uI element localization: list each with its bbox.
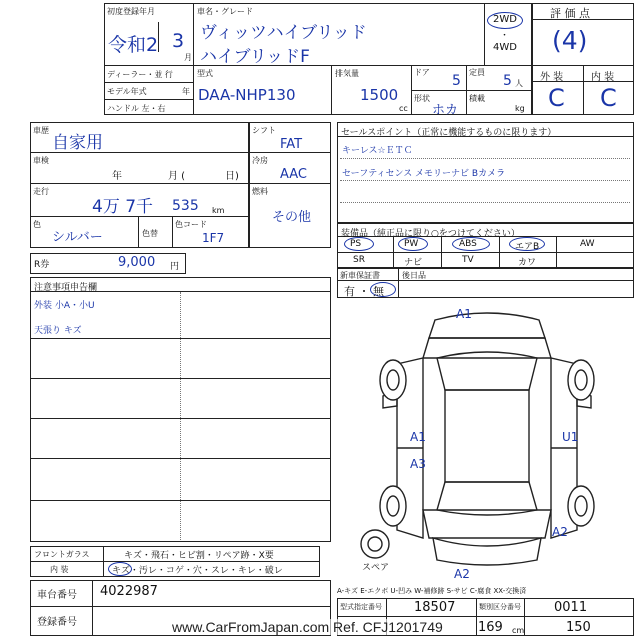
exterior-label: 外 装: [540, 72, 564, 83]
km-unit: km: [212, 206, 225, 215]
doors-label: ドア: [414, 68, 430, 77]
equip-airbag: エアB: [515, 242, 540, 252]
front-glass-items: キズ・飛石・ヒビ割・リペア跡・X要: [124, 551, 274, 561]
usage-value: 自家用: [52, 133, 103, 153]
inspection-month: 月 (: [168, 171, 186, 182]
damage-legend: [337, 586, 634, 596]
car-name: ヴィッツハイブリッド: [200, 23, 367, 43]
interior-check-label: 内 装: [50, 565, 69, 574]
mileage-sub: 535: [172, 198, 199, 214]
interior-grade: C: [600, 84, 617, 112]
usage-label: 車歴: [33, 126, 49, 135]
person-unit: 人: [515, 79, 523, 88]
reg-number-label: 登録番号: [37, 617, 77, 628]
note-2: 天張り キズ: [34, 326, 82, 336]
model-year-label: モデル年式: [107, 87, 147, 96]
drive-4wd: 4WD: [493, 42, 517, 53]
recycle-unit: 円: [170, 262, 180, 272]
reg-date-label: 初度登録年月: [107, 7, 155, 16]
recycle-label: R券: [34, 260, 50, 270]
load-label: 積載: [469, 94, 485, 103]
model-cert-label: 型式指定番号: [340, 603, 382, 611]
score-value: (4): [552, 26, 588, 55]
damage-legend-text: A-キズ E-エクボ U-凹み W-補修跡 S-サビ C-腐食 XX-交換済: [337, 587, 527, 595]
sales-point-2: セーフティセンス メモリーナビ Bカメラ: [342, 169, 506, 179]
shift-label: シフト: [252, 126, 276, 135]
equip-ps: PS: [350, 239, 362, 249]
drive-dot: ・: [500, 31, 510, 41]
mark-top-a1: A1: [456, 307, 472, 321]
month-unit: 月: [184, 53, 192, 62]
sales-point-1: キーレス☆ＥＴＣ: [342, 146, 413, 156]
watermark: www.CarFromJapan.com Ref. CFJ1201749: [172, 619, 443, 635]
drive-2wd: 2WD: [493, 14, 517, 25]
kg-unit: kg: [515, 104, 525, 113]
reg-era: 令和2: [108, 34, 159, 56]
mark-left-a1: A1: [410, 430, 426, 444]
equip-navi: ナビ: [404, 258, 423, 268]
recall-label: 後日品: [402, 271, 426, 280]
warranty-label: 新車保証書: [340, 271, 380, 280]
doors: 5: [452, 73, 461, 89]
class-number: 0011: [554, 600, 588, 615]
handle-label: ハンドル 左・右: [107, 104, 166, 113]
interior-label: 内 装: [591, 72, 615, 83]
notes-label: 注意事項申告欄: [34, 283, 98, 293]
equip-sr: SR: [353, 255, 365, 265]
cc-unit: cc: [399, 104, 408, 113]
color-change-label: 色替: [142, 229, 158, 238]
displacement-label: 排気量: [335, 69, 359, 78]
dealer-label: ディーラー・並 行: [107, 70, 173, 79]
recycle-section: [30, 253, 186, 274]
capacity: 5: [503, 73, 512, 89]
displacement: 1500: [360, 86, 399, 104]
recycle-value: 9,000: [118, 255, 156, 270]
equip-abs: ABS: [459, 239, 477, 249]
model-cert: 18507: [414, 600, 456, 615]
fuel-label: 燃料: [252, 187, 268, 196]
shift-value: FAT: [280, 137, 303, 152]
color-value: シルバー: [52, 230, 103, 245]
mark-left-a3: A3: [410, 457, 426, 471]
interior-check-items: キズ・汚レ・コゲ・穴・スレ・キレ・破レ: [112, 566, 283, 576]
warranty-value: 有 ・ 無: [344, 285, 384, 298]
year-unit: 年: [182, 87, 190, 96]
equip-pw: PW: [404, 239, 419, 249]
chassis-number: 4022987: [100, 584, 158, 599]
ac-value: AAC: [280, 167, 307, 182]
model-type: DAA-NHP130: [198, 86, 296, 104]
car-diagram: [337, 298, 637, 598]
dim-right: 150: [566, 620, 591, 635]
shape-label: 形状: [414, 94, 430, 103]
equip-aw: AW: [580, 239, 595, 249]
class-label: 類別区分番号: [479, 603, 521, 611]
capacity-label: 定員: [469, 68, 485, 77]
color-code: 1F7: [202, 231, 225, 245]
shape: ホカ: [432, 103, 459, 118]
color-label: 色: [33, 220, 41, 229]
sales-points-label: セールスポイント（正常に機能するものに限ります）: [341, 128, 557, 138]
ac-label: 冷房: [252, 156, 268, 165]
score-label: 評 価 点: [550, 7, 590, 20]
inspection-day: 日): [225, 171, 239, 182]
front-glass-label: フロントガラス: [34, 550, 90, 559]
exterior-grade: C: [548, 84, 565, 112]
mark-right-u1: U1: [562, 430, 579, 444]
equip-leather: カワ: [518, 258, 537, 268]
equip-tv: TV: [462, 255, 474, 265]
car-grade: ハイブリッドF: [200, 47, 310, 67]
mark-right-a2: A2: [552, 525, 568, 539]
chassis-label: 車台番号: [37, 590, 77, 601]
car-name-label: 車名・グレード: [197, 7, 253, 16]
inspection-label: 車検: [33, 156, 49, 165]
mileage-label: 走行: [33, 187, 49, 196]
spare-label: スペア: [362, 563, 390, 573]
mileage-main: 4万 7千: [92, 197, 154, 217]
dim-unit: cm: [512, 626, 525, 635]
equipment-label: 装備品（純正品に限り○をつけてください）: [341, 229, 520, 239]
note-1: 外装 小A・小U: [34, 301, 95, 311]
color-code-label: 色コード: [175, 220, 207, 229]
mark-rear-a2: A2: [454, 567, 470, 581]
reg-month: 3: [172, 30, 185, 52]
dim-left: 169: [478, 620, 503, 635]
inspection-year: 年: [112, 171, 122, 182]
fuel-value: その他: [272, 210, 312, 225]
model-type-label: 型式: [197, 69, 213, 78]
